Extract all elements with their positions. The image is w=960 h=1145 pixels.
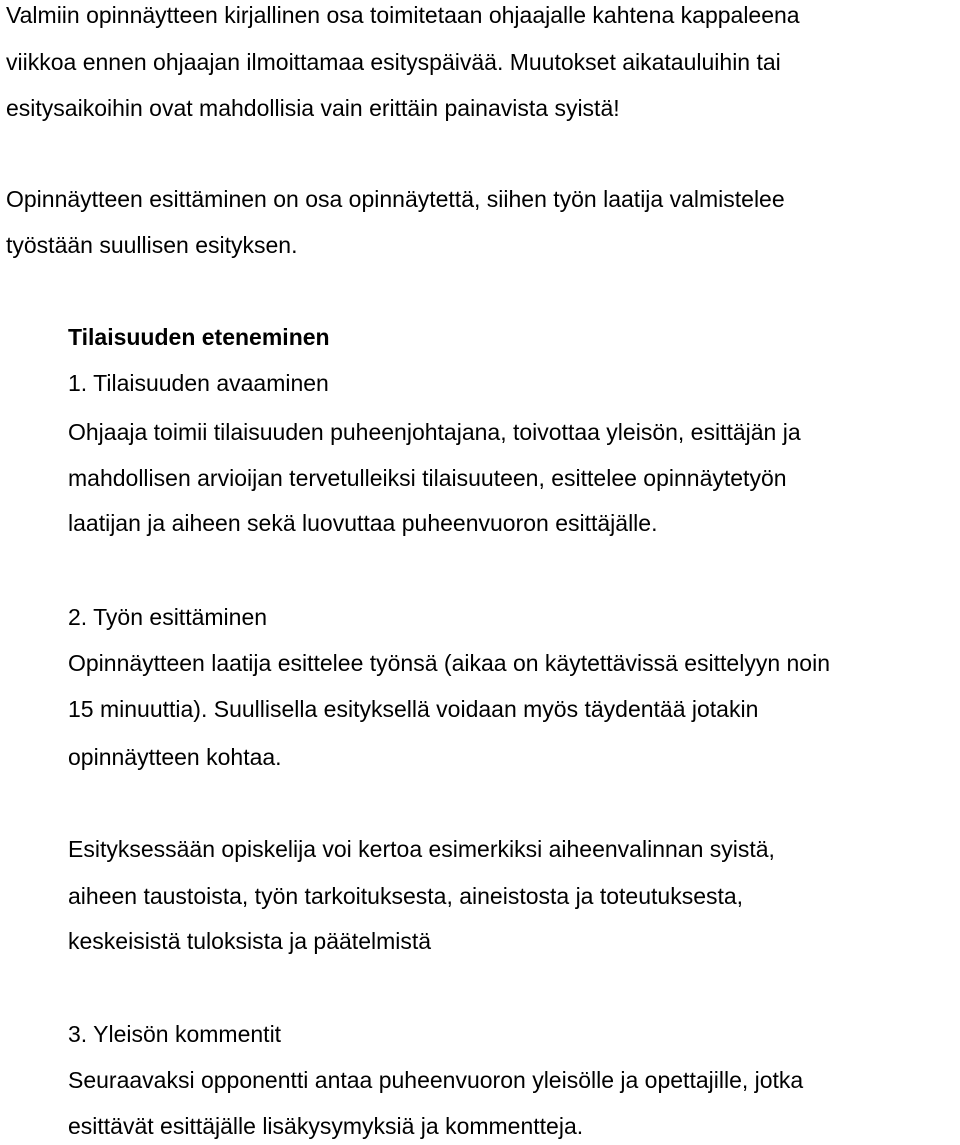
- text-line: opinnäytteen kohtaa.: [68, 744, 282, 770]
- text-line: työstään suullisen esityksen.: [6, 232, 298, 258]
- text-line: esitysaikoihin ovat mahdollisia vain erittäin painavista syistä!: [6, 95, 620, 121]
- step-title: 2. Työn esittäminen: [68, 604, 268, 630]
- text-line: Opinnäytteen laatija esittelee työnsä (aikaa on käytettävissä esittelyyn noin: [68, 650, 830, 676]
- text-line: keskeisistä tuloksista ja päätelmistä: [68, 928, 432, 954]
- text-line: Opinnäytteen esittäminen on osa opinnäytettä, siihen työn laatija valmistelee: [6, 186, 785, 212]
- step-title: 1. Tilaisuuden avaaminen: [68, 370, 329, 396]
- text-line: 15 minuuttia). Suullisella esityksellä voidaan myös täydentää jotakin: [68, 696, 759, 722]
- text-line: aiheen taustoista, työn tarkoituksesta, aineistosta ja toteutuksesta,: [68, 883, 744, 909]
- step-title: 3. Yleisön kommentit: [68, 1021, 282, 1047]
- text-line: laatijan ja aiheen sekä luovuttaa puheenvuoron esittäjälle.: [68, 510, 658, 536]
- text-line: mahdollisen arvioijan tervetulleiksi tilaisuuteen, esittelee opinnäytetyön: [68, 465, 787, 491]
- text-line: esittävät esittäjälle lisäkysymyksiä ja kommentteja.: [68, 1113, 584, 1139]
- text-line: Ohjaaja toimii tilaisuuden puheenjohtajana, toivottaa yleisön, esittäjän ja: [68, 419, 801, 445]
- text-line: Esityksessään opiskelija voi kertoa esimerkiksi aiheenvalinnan syistä,: [68, 836, 775, 862]
- text-line: Seuraavaksi opponentti antaa puheenvuoron yleisölle ja opettajille, jotka: [68, 1067, 804, 1093]
- text-line: viikkoa ennen ohjaajan ilmoittamaa esityspäivää. Muutokset aikatauluihin tai: [6, 49, 781, 75]
- section-heading: Tilaisuuden eteneminen: [68, 324, 330, 350]
- text-line: Valmiin opinnäytteen kirjallinen osa toimitetaan ohjaajalle kahtena kappaleena: [6, 2, 800, 28]
